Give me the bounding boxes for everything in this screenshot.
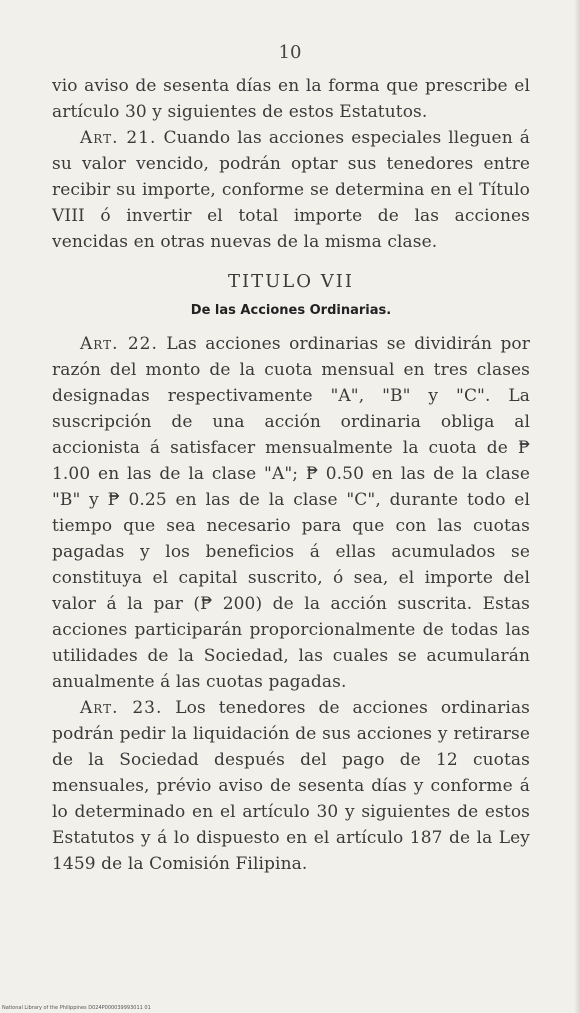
title-heading: TITULO VII [228,271,354,292]
page-number: 10 [278,42,302,63]
article-22 [52,331,530,695]
paragraph-continuation: vio aviso de sesenta días en la forma que prescribe el artículo 30 y siguientes de estos Estatutos. [52,76,530,122]
subtitle-heading: De las Acciones Ordinarias. [190,303,392,318]
article-23-text: Los tenedores de acciones ordinarias podrán pedir la liquidación de sus acciones y retirarse de la Sociedad después del pago de 12 cuotas mensuales, prévio aviso de sesenta días y conforme á lo determinado en el artículo 30 y siguientes de estos Estatutos y á lo dispuesto en el artículo 187 de la Ley 1459 de la Comisión Filipina. [52,698,530,874]
page-body [52,73,530,877]
article-21-text: Cuando las acciones especiales lleguen á su valor vencido, podrán optar sus tenedores entre recibir su importe, conforme se determina en el Título VIII ó invertir el total importe de las acciones vencidas en otras nuevas de la misma clase. [52,128,530,252]
article-21-label: Art. 21. [80,128,157,148]
library-credit: National Library of the Philippines D024P000039993011 01 [2,1005,151,1011]
article-23-label: Art. 23. [80,698,163,718]
article-22-label: Art. 22. [80,334,158,354]
page-edge-shadow [574,0,580,1013]
article-22-text: Las acciones ordinarias se dividirán por razón del monto de la cuota mensual en tres clases designadas respectivamente "A", "B" y "C". La suscripción de una acción ordinaria obliga al accionista á satisfacer mensualmente la cuota de ₱ 1.00 en las de la clase "A"; ₱ 0.50 en las de la clase "B" y ₱ 0.25 en las de la clase "C", durante todo el tiempo que sea necesario para que con las cuotas pagadas y los beneficios á ellas acumulados se constituya el capital suscrito, ó sea, el importe del valor á la par (₱ 200) de la acción suscrita. Estas acciones participarán proporcionalmente de todas las utilidades de la Sociedad, las cuales se acumularán anualmente á las cuotas pagadas. [52,334,530,692]
article-21 [52,125,530,255]
article-23 [52,695,530,877]
